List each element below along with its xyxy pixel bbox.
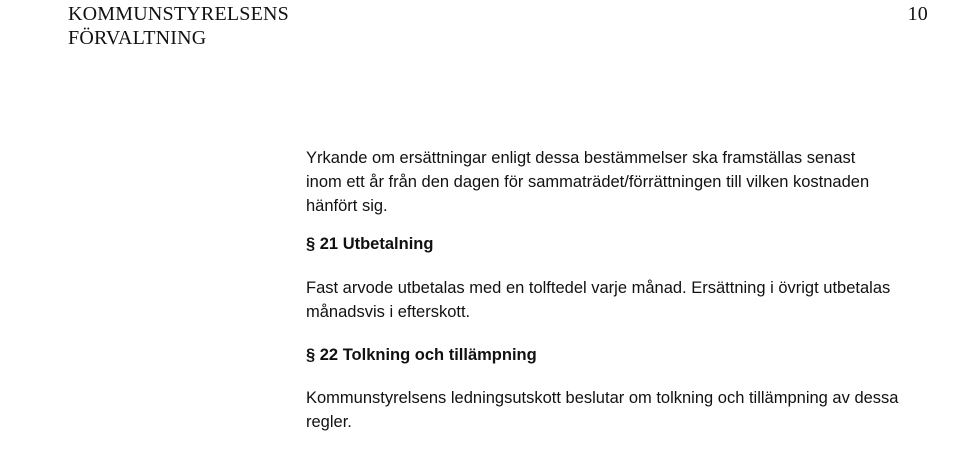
- page-number: 10: [907, 3, 928, 25]
- text-line: Kommunstyrelsens ledningsutskott beslutar om tolkning och tillämpning av dessa: [306, 389, 899, 407]
- section-heading-22: § 22 Tolkning och tillämpning: [306, 346, 537, 364]
- document-body: [306, 146, 956, 434]
- organization-name-line-2: FÖRVALTNING: [68, 27, 207, 49]
- text-line: inom ett år från den dagen för sammaträdet/förrättningen till vilken kostnaden: [306, 173, 870, 191]
- paragraph-payment: [306, 276, 956, 324]
- organization-name-line-1: KOMMUNSTYRELSENS: [68, 3, 290, 25]
- text-line: regler.: [306, 413, 352, 431]
- organization-name: [68, 2, 289, 50]
- text-line: hänfört sig.: [306, 197, 388, 215]
- text-line: Yrkande om ersättningar enligt dessa bestämmelser ska framställas senast: [306, 149, 856, 167]
- paragraph-interpretation: [306, 386, 956, 434]
- text-line: månadsvis i efterskott.: [306, 303, 471, 321]
- section-heading-21: § 21 Utbetalning: [306, 235, 434, 253]
- paragraph-claims-deadline: [306, 146, 956, 218]
- text-line: Fast arvode utbetalas med en tolftedel varje månad. Ersättning i övrigt utbetalas: [306, 279, 891, 297]
